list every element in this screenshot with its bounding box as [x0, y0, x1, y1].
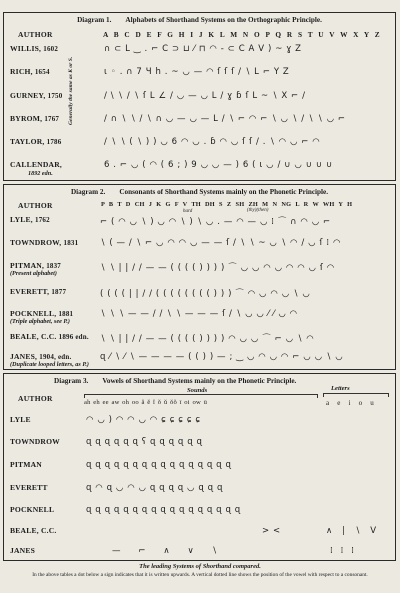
row-author: TOWNDROW — [10, 437, 60, 446]
row-author: RICH, 1654 — [10, 67, 50, 76]
diagram-2-title — [4, 188, 395, 196]
row-author: WILLIS, 1602 — [10, 44, 59, 53]
sounds-bracket — [84, 394, 318, 398]
diagram-2-letters: P B T D CH J K G F V TH DH S Z SH ZH M N NG L R W WH Y H — [101, 201, 353, 208]
row-author: BEALE, C.C. — [10, 526, 57, 535]
row-note: (Triple alphabet, see P.) — [10, 318, 70, 325]
dh-note: (thy)(then) — [247, 208, 269, 213]
row-author: TAYLOR, 1786 — [10, 137, 62, 146]
row-vowel-signs: ◠ ◡ ) ◠ ◠ ◡ ◠ ɕ ɕ ɕ ɕ ɕ — [86, 415, 201, 425]
row-author: LYLE, 1762 — [10, 215, 50, 224]
row-shorthand-signs: ∩ ⊂ L ‿ . ⌐ C ⊃ ⊔ ⁄ ⊓ ◠ - ⊂ C A V ) ~ ɣ Z — [104, 44, 302, 54]
row-author: JANES, 1904, edn. — [10, 352, 72, 361]
row-vowel-letters: ∧ | ∖ V — [326, 526, 377, 536]
diagram-1-title-text: Alphabets of Shorthand Systems on the Orthographic Principle. — [125, 16, 322, 24]
row-vowel-signs: — ⌐ ∧ ∨ ∖ — [112, 546, 218, 556]
row-author: PITMAN — [10, 460, 42, 469]
row-author: EVERETT — [10, 483, 48, 492]
row-author: EVERETT, 1877 — [10, 287, 67, 296]
row-shorthand-signs: ∖ ∖ | | / / — — ( ( ( ( ) ) ) ) ⌒ ◡ ◡ ◠ ◡ ◠ ◠ ◡ ſ ◠ — [100, 263, 335, 273]
vowel-letters-header: a e i o u — [326, 399, 374, 407]
row-vowel-letters: ⁞ ⁞ ⁞ — [330, 546, 355, 556]
row-shorthand-signs: ɋ ⁄ ∖ ⁄ ∖ — — — — ( ( ) ) — ; ‿ ◡ ◠ ◡ ◠ ⌐ ◡ ◡ ∖ ◡ — [100, 352, 344, 362]
row-author: CALLENDAR, — [10, 160, 62, 169]
figure-footnote: In the above tables a dot below a sign indicates that it is written upwards. A vertical dotted line shows the position of the vowel with respect to a consonant. — [32, 572, 368, 578]
row-edition: 1892 edn. — [28, 170, 53, 177]
diagram-1-panel — [3, 12, 396, 181]
row-author: TOWNDROW, 1831 — [10, 238, 79, 247]
row-vowel-signs: ɋ ◠ ɋ ◡ ◠ ◡ ɋ ɋ ɋ ɋ ◡ ɋ ɋ ɋ — [86, 483, 223, 493]
row-shorthand-signs: / ∩ ∖ ∖ / ∖ ∩ ◡ — ◡ — L / ∖ ⌐ ◠ ⌐ ∖ ◡ ∖ / ∖ ∖ ◡ ⌐ — [104, 114, 346, 124]
diagram-1-title — [4, 16, 395, 24]
diagram-3-label: Diagram 3. — [54, 377, 89, 385]
diagram-1-label: Diagram 1. — [77, 16, 112, 24]
diagram-1-side-note: Generally the same as K or S. — [68, 56, 74, 125]
row-shorthand-signs: 6 . ⌐ ◡ ( ◠ ( 6 ; ) 9 ◡ ◡ — ) 6 ( ɩ ◡ / ∪ ◡ ∪ ∪ ∪ — [104, 160, 333, 170]
diagram-2-author-header: AUTHOR — [18, 201, 53, 210]
row-author: BYROM, 1767 — [10, 114, 60, 123]
diagram-1-author-header: AUTHOR — [18, 30, 53, 39]
row-author: POCKNELL — [10, 505, 55, 514]
diagram-2-panel — [3, 184, 396, 370]
row-shorthand-signs: ( ( ( ( | | / / ( ( ( ( ( ( ( ( ) ) ) ⌒ ◠ ◡ ◠ ◡ ∖ ◡ — [100, 289, 311, 299]
letters-label: Letters — [331, 385, 350, 392]
hard-note: hard — [183, 209, 193, 214]
row-shorthand-signs: ∖ ∖ | | / / — — ( ( ( ( ) ) ) ) ◠ ◡ ◡ ⌒ ⌐ ◡ ∖ ◠ — [100, 334, 315, 344]
row-shorthand-signs: / \ ∖ / ∖ ſ L ∠ / ◡ — ◡ L / ɣ ɓ ſ L ~ ∖ X ⌐ / — [104, 91, 306, 101]
sounds-label: Sounds — [187, 387, 208, 394]
row-author: POCKNELL, 1881 — [10, 309, 74, 318]
row-shorthand-signs: / ∖ ∖ ( ∖ ) ) ◡ 6 ◠ ◡ . ɓ ◠ ◡ ſ ſ / . ∖ ◠ ◡ ⌐ ◠ — [104, 137, 321, 147]
diagram-2-label: Diagram 2. — [70, 188, 106, 196]
row-vowel-signs: ɋ ɋ ɋ ɋ ɋ ɋ ɋ ɋ ɋ ɋ ɋ ɋ ɋ ɋ ɋ ɋ — [86, 460, 232, 470]
vowel-sounds-header: ah eh ee aw oh oo ă ĕ ĭ ŏ ŭ ŏŏ ī oi ow ū — [84, 399, 208, 406]
diagram-3-title — [54, 377, 400, 385]
figure-caption: The leading Systems of Shorthand compared. — [139, 563, 261, 570]
row-note: (Present alphabet) — [10, 270, 57, 277]
row-author: GURNEY, 1750 — [10, 91, 63, 100]
diagram-3-panel — [3, 373, 396, 561]
row-shorthand-signs: ∖ ( — / ∖ ⌐ ◡ ◠ ◠ ◡ — — ſ / ∖ ∖ ~ ◡ ∖ ◠ / ◡ ſ ⁞ ◠ — [100, 238, 341, 248]
row-shorthand-signs: ∖ ∖ ∖ — — / / ∖ ∖ — — — ſ / ∖ ◡ ◡ ⁄ ⁄ ◡ ◠ — [100, 309, 298, 319]
row-author: PITMAN, 1837 — [10, 261, 62, 270]
diagram-3-title-text: Vowels of Shorthand Systems mainly on the Phonetic Principle. — [102, 377, 297, 385]
diagram-1-letters: A B C D E F G H I J K L M N O P Q R S T U V W X Y Z — [103, 30, 380, 39]
row-vowel-signs: ɋ ɋ ɋ ɋ ɋ ɋ ʕ ɋ ɋ ɋ ɋ ɋ ɋ — [86, 437, 203, 447]
row-author: JANES — [10, 546, 36, 555]
diagram-2-title-text: Consonants of Shorthand Systems mainly on the Phonetic Principle. — [119, 188, 328, 196]
row-author: LYLE — [10, 415, 31, 424]
row-shorthand-signs: ɩ ◦ . ∩ 7 Ч h . ~ ◡ — ◠ ſ ſ ſ / ∖ L ⌐ Y Z — [104, 67, 290, 77]
row-author: BEALE, C.C. 1896 edn. — [10, 332, 89, 341]
row-note: (Duplicate looped letters, as P.) — [10, 361, 89, 368]
diagram-3-author-header: AUTHOR — [18, 394, 53, 403]
row-vowel-signs: > < — [262, 526, 281, 536]
row-vowel-signs: ɋ ɋ ɋ ɋ ɋ ɋ ɋ ɋ ɋ ɋ ɋ ɋ ɋ ɋ ɋ ɋ ɋ — [86, 505, 241, 515]
row-shorthand-signs: ⌐ ( ◠ ◡ ∖ ) ◡ ◠ ∖ ) ∖ ◡ . — ◠ — ◡ ⁞ ⌒ ∩ ◠ ◡ ⌐ — [100, 217, 331, 227]
letters-bracket — [323, 393, 389, 397]
